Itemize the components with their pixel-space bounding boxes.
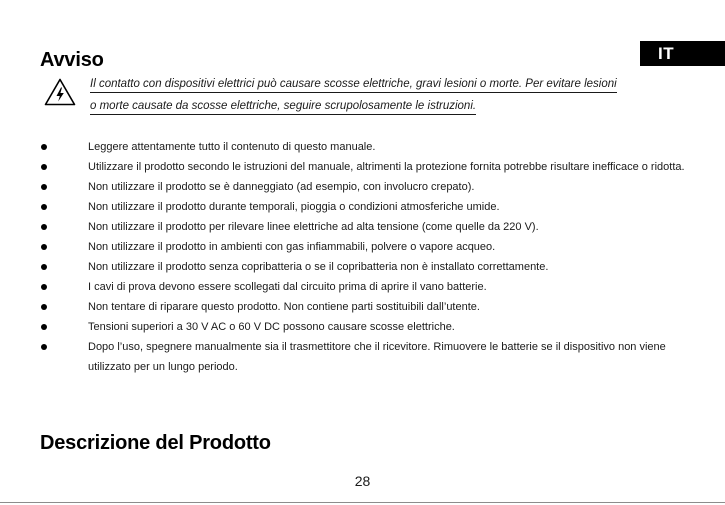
language-badge: IT [640, 41, 725, 66]
bullet-icon [41, 184, 47, 190]
electric-hazard-warning-icon [44, 78, 76, 106]
list-item [0, 277, 725, 297]
warning-line: Il contatto con dispositivi elettrici può causare scosse elettriche, gravi lesioni o morte. Per evitare lesioni [90, 76, 617, 93]
list-item-text: Non utilizzare il prodotto in ambienti con gas infiammabili, polvere o vapore acqueo. [88, 241, 496, 253]
bullet-icon [41, 244, 47, 250]
bullet-icon [41, 264, 47, 270]
list-item-text: Non tentare di riparare questo prodotto. Non contiene parti sostituibili dall’utente. [88, 301, 480, 313]
page-bottom-divider [0, 502, 725, 503]
warning-line: o morte causate da scosse elettriche, seguire scrupolosamente le istruzioni. [90, 98, 476, 115]
list-item-text: Utilizzare il prodotto secondo le istruzioni del manuale, altrimenti la protezione fornita potrebbe risultare inefficace o ridotta. [88, 161, 685, 173]
bullet-icon [41, 304, 47, 310]
bullet-icon [41, 224, 47, 230]
bullet-icon [41, 204, 47, 210]
bullet-icon [41, 324, 47, 330]
list-item [0, 337, 725, 377]
bullet-icon [41, 284, 47, 290]
list-item [0, 297, 725, 317]
list-item [0, 237, 725, 257]
list-item [0, 157, 725, 177]
list-item-text: Non utilizzare il prodotto durante temporali, pioggia o condizioni atmosferiche umide. [88, 201, 500, 213]
list-item [0, 177, 725, 197]
list-item-text: I cavi di prova devono essere scollegati dal circuito prima di aprire il vano batterie. [88, 281, 487, 293]
list-item-text: Leggere attentamente tutto il contenuto di questo manuale. [88, 141, 376, 153]
list-item [0, 317, 725, 337]
list-item-text: Tensioni superiori a 30 V AC o 60 V DC possono causare scosse elettriche. [88, 321, 455, 333]
bullet-icon [41, 164, 47, 170]
list-item [0, 257, 725, 277]
list-item [0, 137, 725, 157]
list-item-text: Non utilizzare il prodotto se è danneggiato (ad esempio, con involucro crepato). [88, 181, 475, 193]
bullet-icon [41, 344, 47, 350]
page-number: 28 [354, 473, 371, 489]
list-item [0, 217, 725, 237]
list-item-text: Dopo l’uso, spegnere manualmente sia il trasmettitore che il ricevitore. Rimuovere le batterie se il dispositivo non viene utilizzato per un lungo periodo. [88, 341, 666, 373]
section-title-product-description: Descrizione del Prodotto [40, 432, 271, 454]
bullet-icon [41, 144, 47, 150]
list-item-text: Non utilizzare il prodotto per rilevare linee elettriche ad alta tensione (come quelle da 220 V). [88, 221, 539, 233]
safety-instructions-list [0, 137, 725, 377]
warning-text [90, 75, 690, 118]
list-item [0, 197, 725, 217]
section-title-warning: Avviso [40, 49, 104, 71]
list-item-text: Non utilizzare il prodotto senza copribatteria o se il copribatteria non è installato correttamente. [88, 261, 549, 273]
